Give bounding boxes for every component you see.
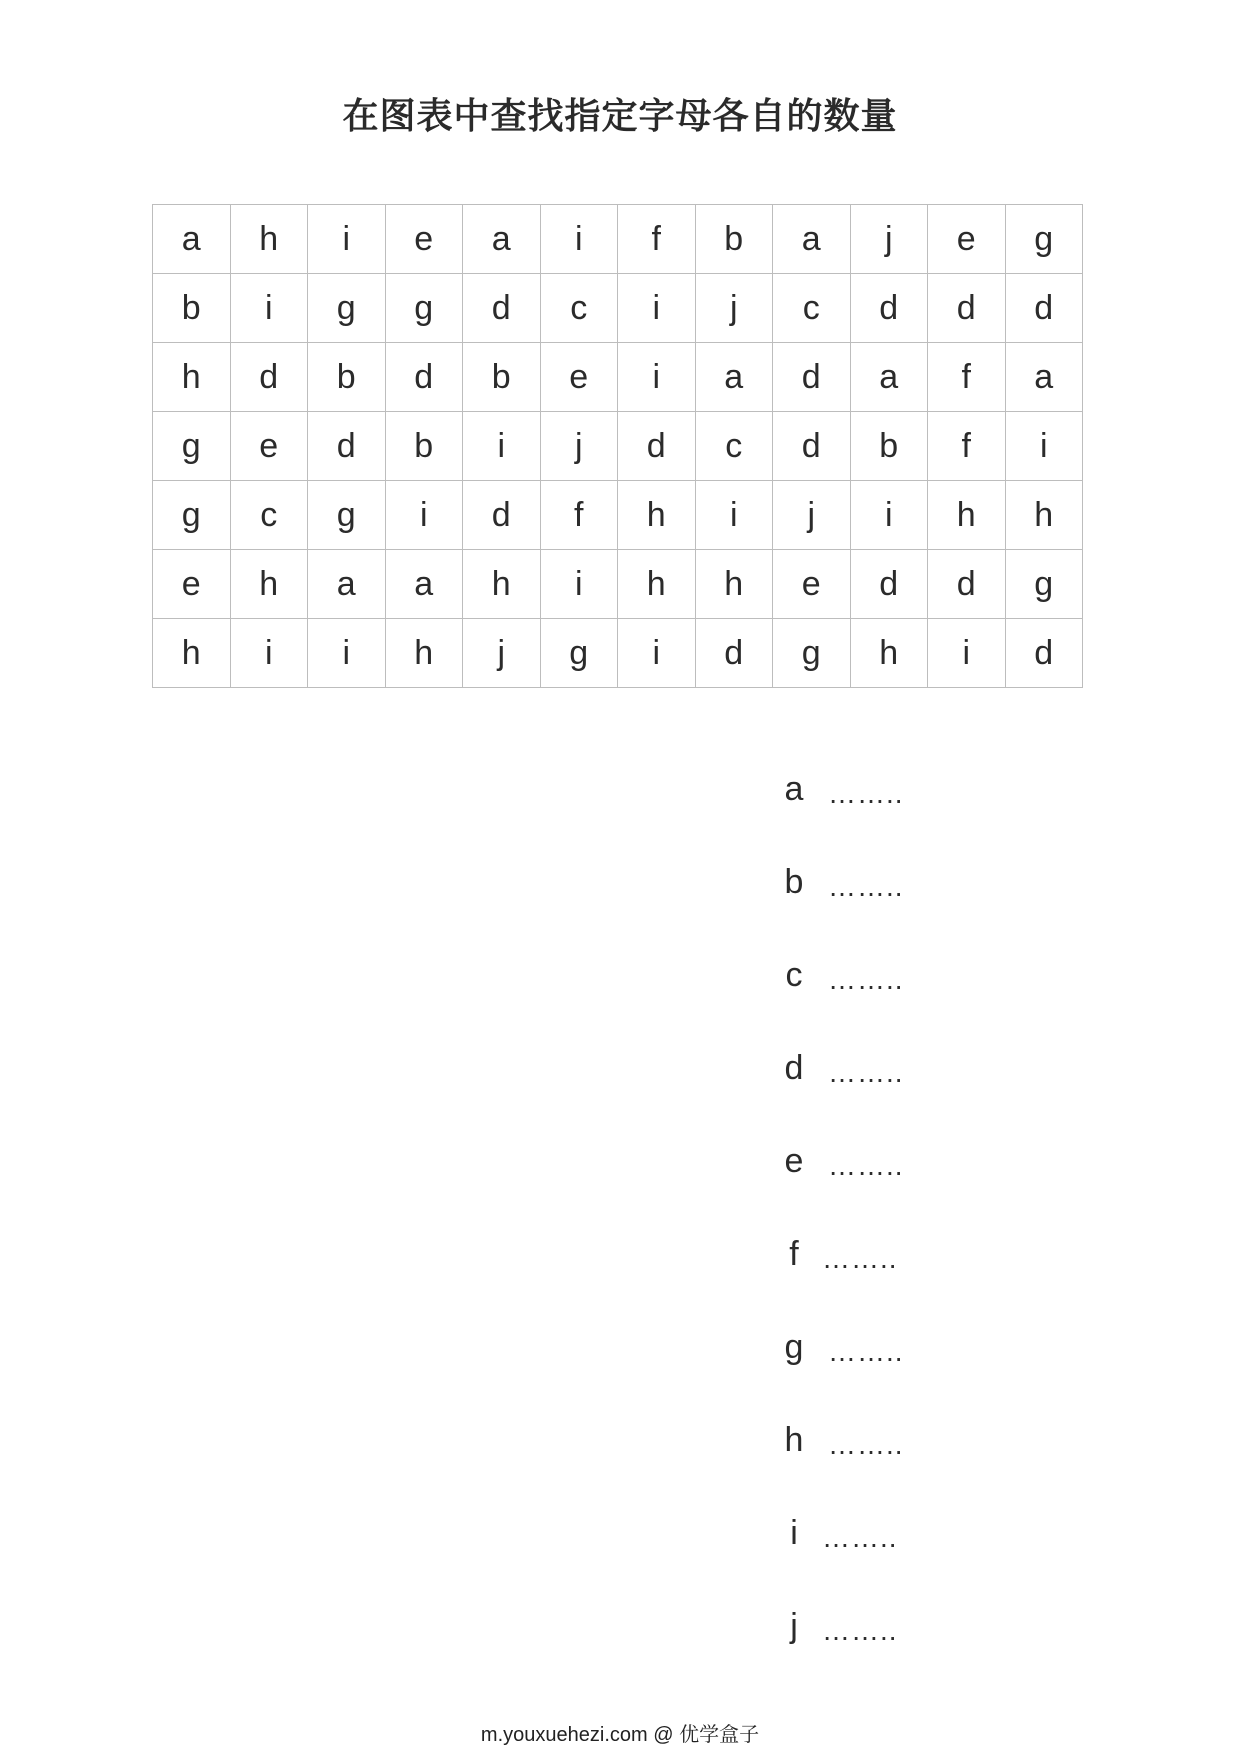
- grid-cell: e: [773, 550, 851, 619]
- grid-cell: e: [540, 343, 618, 412]
- grid-cell: j: [695, 274, 773, 343]
- grid-cell: d: [463, 481, 541, 550]
- grid-cell: e: [153, 550, 231, 619]
- grid-cell: h: [618, 481, 696, 550]
- grid-cell: d: [463, 274, 541, 343]
- grid-cell: i: [618, 274, 696, 343]
- answer-letter: g: [784, 1328, 804, 1366]
- grid-cell: c: [540, 274, 618, 343]
- grid-cell: d: [695, 619, 773, 688]
- grid-cell: a: [1005, 343, 1083, 412]
- grid-cell: a: [308, 550, 386, 619]
- grid-cell: h: [230, 550, 308, 619]
- grid-cell: d: [230, 343, 308, 412]
- grid-row: [153, 274, 1083, 343]
- grid-cell: d: [308, 412, 386, 481]
- answer-letter: i: [790, 1514, 798, 1552]
- grid-cell: b: [695, 205, 773, 274]
- grid-cell: i: [308, 205, 386, 274]
- grid-cell: b: [153, 274, 231, 343]
- grid-cell: i: [463, 412, 541, 481]
- grid-cell: d: [773, 343, 851, 412]
- grid-row: [153, 481, 1083, 550]
- answer-list: [760, 770, 1060, 1700]
- grid-cell: h: [153, 619, 231, 688]
- grid-cell: j: [850, 205, 928, 274]
- grid-cell: i: [850, 481, 928, 550]
- grid-cell: i: [1005, 412, 1083, 481]
- answer-blank[interactable]: ……..: [828, 1336, 904, 1367]
- grid-cell: i: [540, 205, 618, 274]
- grid-cell: f: [928, 412, 1006, 481]
- grid-cell: i: [618, 343, 696, 412]
- answer-row: [760, 1514, 1060, 1607]
- grid-cell: h: [695, 550, 773, 619]
- grid-row: [153, 550, 1083, 619]
- grid-cell: d: [928, 550, 1006, 619]
- answer-row: [760, 770, 1060, 863]
- grid-cell: d: [1005, 619, 1083, 688]
- page-title: 在图表中查找指定字母各自的数量: [342, 96, 898, 137]
- grid-cell: d: [618, 412, 696, 481]
- grid-cell: a: [385, 550, 463, 619]
- answer-row: [760, 863, 1060, 956]
- grid-cell: f: [928, 343, 1006, 412]
- grid-cell: f: [618, 205, 696, 274]
- grid-cell: b: [385, 412, 463, 481]
- grid-cell: i: [230, 619, 308, 688]
- grid-cell: g: [153, 412, 231, 481]
- grid-cell: a: [153, 205, 231, 274]
- grid-cell: c: [230, 481, 308, 550]
- grid-cell: h: [850, 619, 928, 688]
- grid-cell: j: [773, 481, 851, 550]
- grid-cell: h: [230, 205, 308, 274]
- answer-blank[interactable]: ……..: [822, 1522, 898, 1553]
- answer-letter: f: [789, 1235, 799, 1273]
- grid-cell: g: [1005, 550, 1083, 619]
- grid-cell: a: [695, 343, 773, 412]
- grid-row: [153, 412, 1083, 481]
- grid-cell: h: [463, 550, 541, 619]
- grid-cell: g: [153, 481, 231, 550]
- grid-row: [153, 343, 1083, 412]
- answer-row: [760, 1049, 1060, 1142]
- grid-cell: b: [308, 343, 386, 412]
- grid-cell: h: [618, 550, 696, 619]
- answer-blank[interactable]: ……..: [828, 1150, 904, 1181]
- grid-cell: i: [695, 481, 773, 550]
- grid-cell: d: [928, 274, 1006, 343]
- grid-cell: d: [850, 550, 928, 619]
- answer-blank[interactable]: ……..: [828, 1057, 904, 1088]
- grid-cell: g: [540, 619, 618, 688]
- answer-blank[interactable]: ……..: [822, 1615, 898, 1646]
- answer-row: [760, 1142, 1060, 1235]
- answer-row: [760, 1235, 1060, 1328]
- answer-letter: j: [790, 1607, 798, 1645]
- grid-cell: i: [385, 481, 463, 550]
- grid-cell: i: [540, 550, 618, 619]
- answer-letter: d: [784, 1049, 804, 1087]
- grid-cell: c: [695, 412, 773, 481]
- grid-cell: a: [850, 343, 928, 412]
- grid-cell: h: [385, 619, 463, 688]
- grid-cell: f: [540, 481, 618, 550]
- answer-blank[interactable]: ……..: [828, 871, 904, 902]
- grid-cell: i: [308, 619, 386, 688]
- answer-row: [760, 1421, 1060, 1514]
- grid-cell: a: [463, 205, 541, 274]
- grid-cell: b: [463, 343, 541, 412]
- grid-cell: e: [385, 205, 463, 274]
- grid-cell: g: [773, 619, 851, 688]
- answer-letter: a: [784, 770, 804, 808]
- grid-cell: e: [928, 205, 1006, 274]
- grid-cell: g: [385, 274, 463, 343]
- grid-cell: d: [1005, 274, 1083, 343]
- grid-cell: i: [928, 619, 1006, 688]
- grid-cell: a: [773, 205, 851, 274]
- answer-blank[interactable]: ……..: [828, 964, 904, 995]
- grid-cell: g: [308, 274, 386, 343]
- grid-cell: e: [230, 412, 308, 481]
- answer-blank[interactable]: ……..: [828, 1429, 904, 1460]
- grid-row: [153, 205, 1083, 274]
- answer-letter: h: [784, 1421, 804, 1459]
- grid-cell: d: [850, 274, 928, 343]
- answer-letter: e: [784, 1142, 804, 1180]
- grid-row: [153, 619, 1083, 688]
- grid-cell: g: [308, 481, 386, 550]
- grid-cell: g: [1005, 205, 1083, 274]
- grid-cell: h: [1005, 481, 1083, 550]
- grid-cell: c: [773, 274, 851, 343]
- grid-cell: j: [463, 619, 541, 688]
- answer-letter: b: [784, 863, 804, 901]
- grid-cell: j: [540, 412, 618, 481]
- grid-cell: h: [928, 481, 1006, 550]
- grid-cell: d: [773, 412, 851, 481]
- grid-cell: i: [618, 619, 696, 688]
- answer-letter: c: [785, 956, 803, 994]
- footer-watermark: m.youxuehezi.com @ 优学盒子: [480, 1724, 760, 1746]
- grid-cell: i: [230, 274, 308, 343]
- grid-cell: b: [850, 412, 928, 481]
- answer-row: [760, 1607, 1060, 1700]
- grid-cell: d: [385, 343, 463, 412]
- answer-row: [760, 1328, 1060, 1421]
- grid-cell: h: [153, 343, 231, 412]
- answer-blank[interactable]: ……..: [828, 778, 904, 809]
- letter-grid: [152, 204, 1083, 688]
- answer-row: [760, 956, 1060, 1049]
- answer-blank[interactable]: ……..: [822, 1243, 898, 1274]
